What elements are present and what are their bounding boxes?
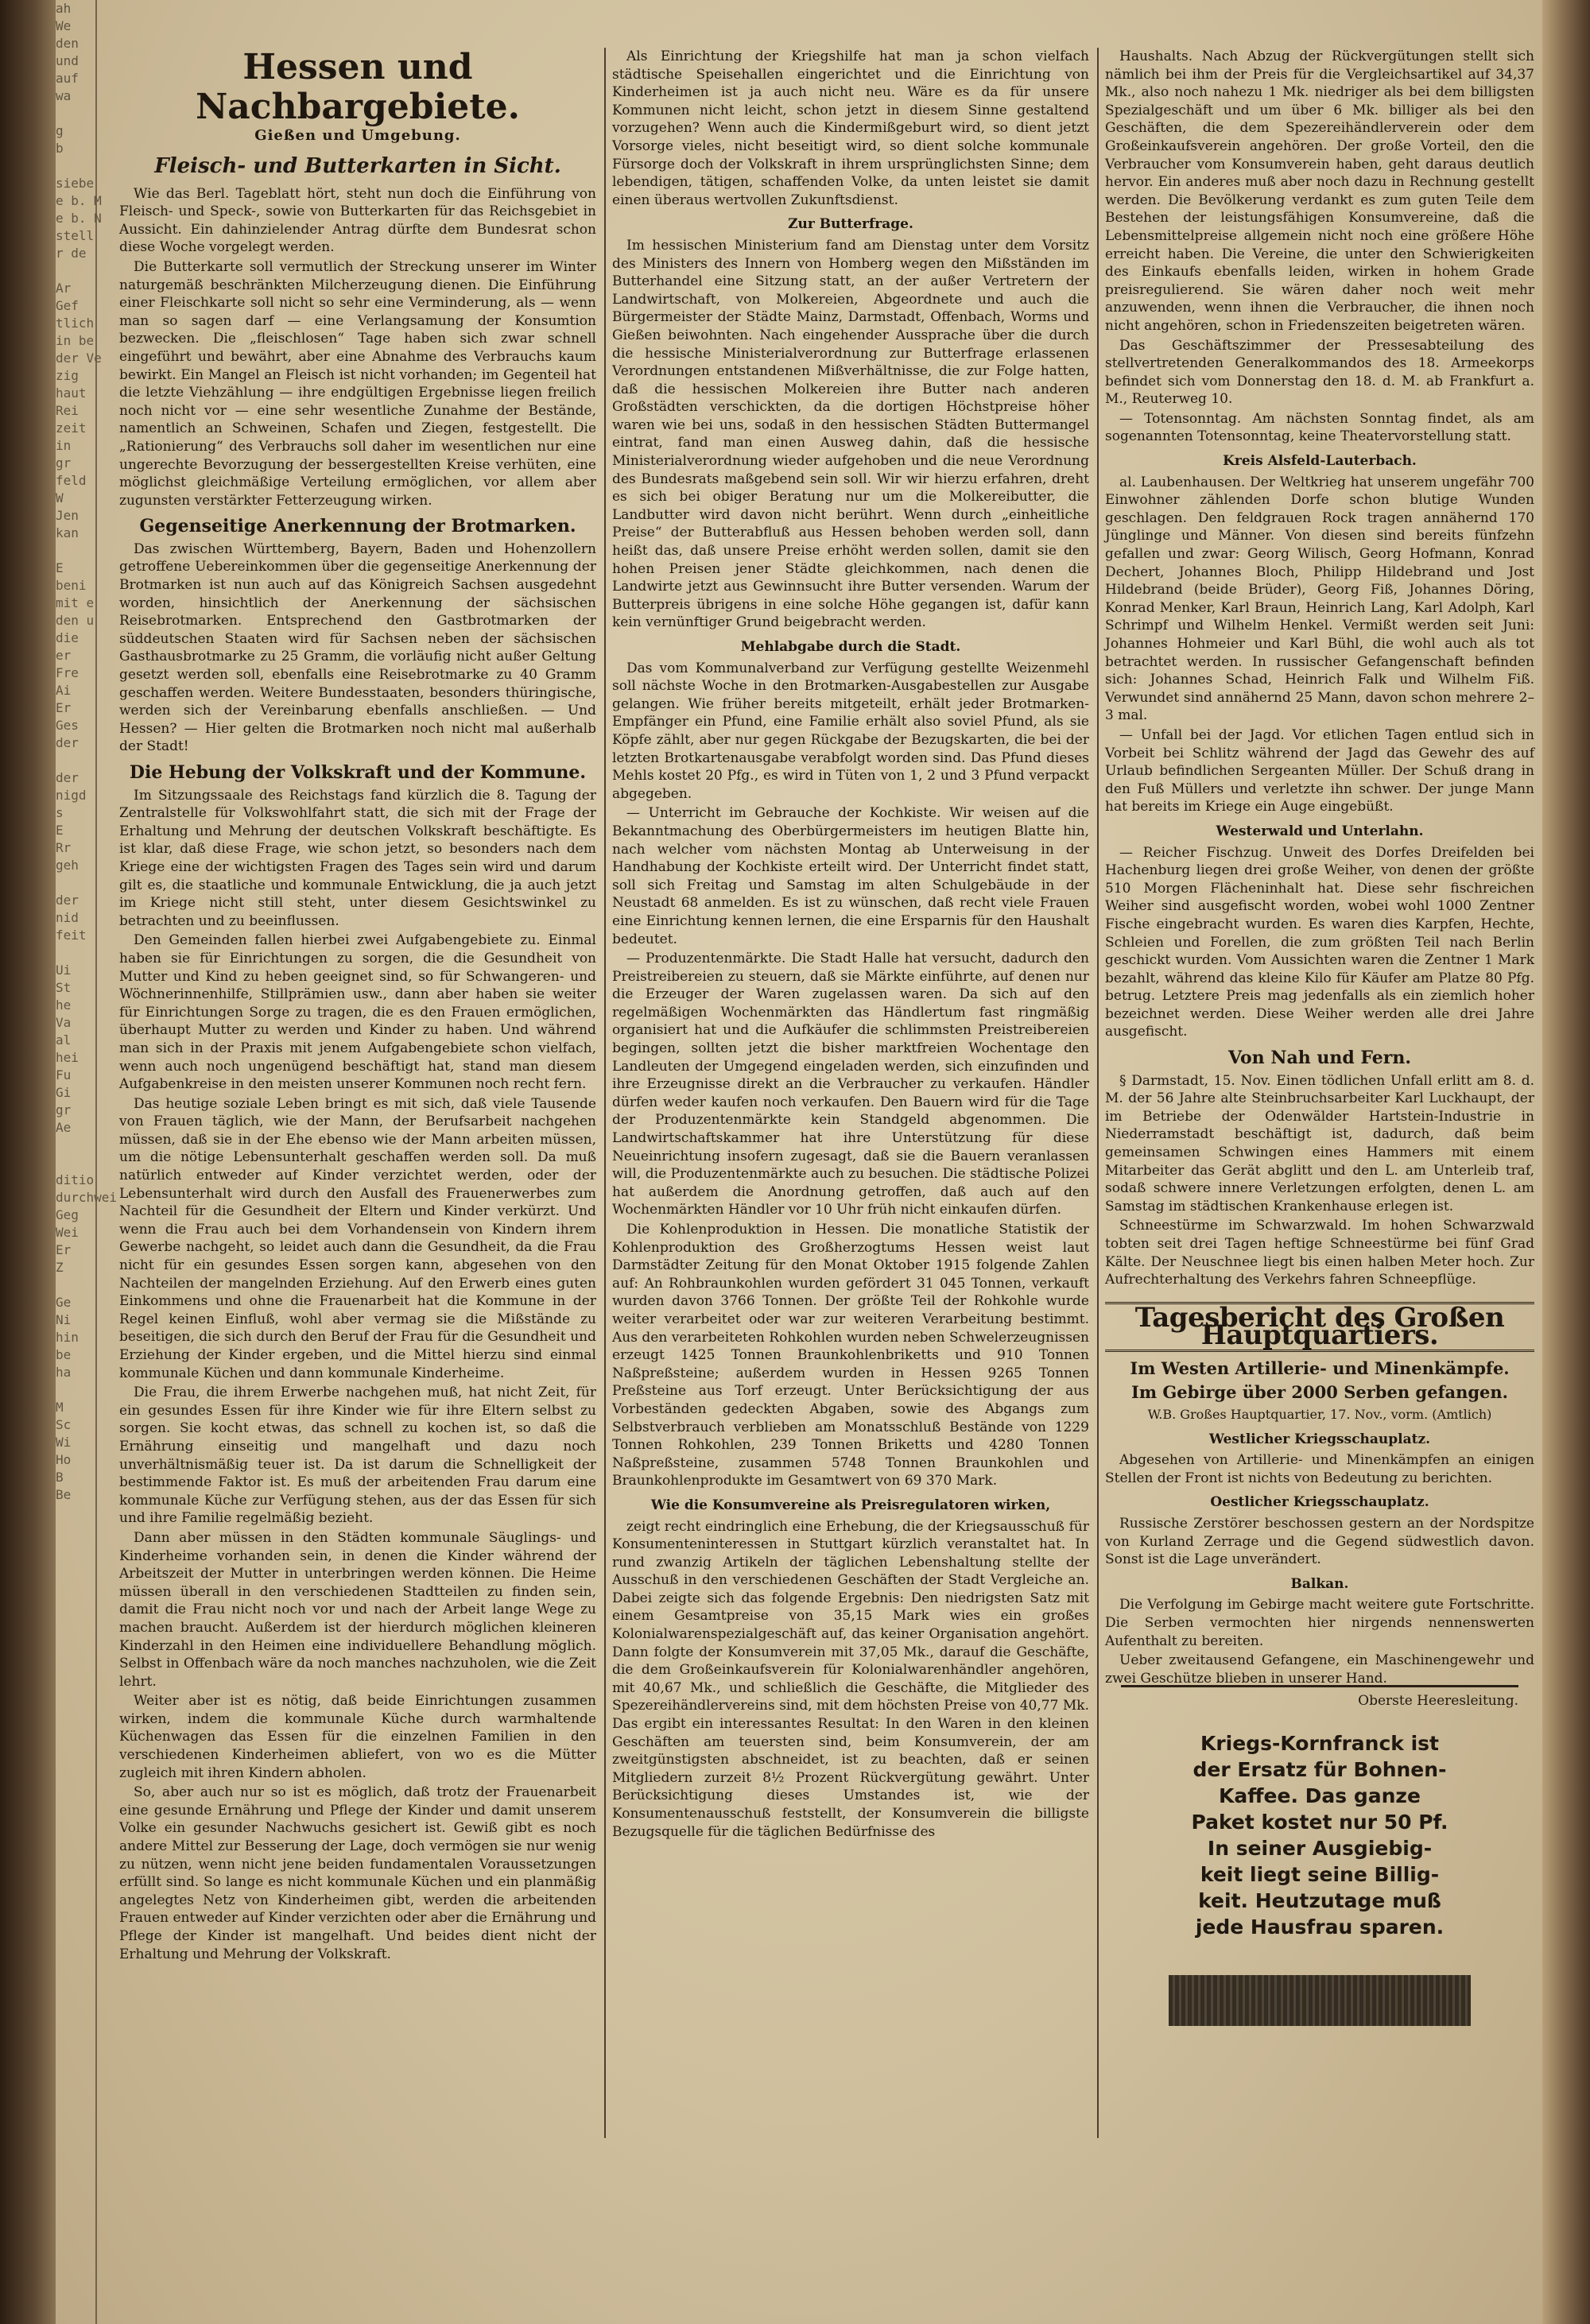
column-3	[1105, 48, 1534, 1710]
previous-page-column: ah We den und auf wa g b siebe e b. M e b. N stell r de Ar Gef tlich in be der Ve zig haut Rei zeit in gr feld W Jen kan E beni mit e den u die er Fre Ai Er Ges der der nigd s E Rr geh der nid feit Ui St he Va al hei Fu Gi gr Ae ditio durchwei Geg Wei Er Z Ge Ni hin be ha M Sc Wi Ho B Be	[56, 0, 97, 2324]
section-masthead: Hessen und Nachbargebiete.	[196, 47, 520, 127]
ad-line: keit. Heutzutage muß	[1198, 1889, 1441, 1912]
article-paragraph: Russische Zerstörer beschossen gestern an der Nordspitze von Kurland Zerrage und die Gegend südwestlich davon. Sonst ist die Lage unverändert.	[1105, 1515, 1534, 1568]
article-paragraph: Im hessischen Ministerium fand am Dienstag unter dem Vorsitz des Ministers des Innern von Homberg wegen den Mißständen im Butterhandel eine Sitzung statt, an der außer Vertretern der Landwirtschaft, von Molkereien, Abgeordnete und auch die Bürgermeister der Städte Mainz, Darmstadt, Offenbach, Worms und Gießen beiwohnten. Nach eingehender Aussprache über die durch die hessische Ministerialverordnung zur Butterfrage erlassenen Verordnungen entstandenen Mißverhältnisse, die zur Folge hatten, daß die hessischen Molkereien ihre Butter nach anderen Großstädten verschickten, da die dortigen Höchstpreise höher waren wie bei uns, sodaß in den hessischen Städten Buttermangel eintrat, fand man einen Ausweg dahin, daß die hessische Ministerialverordnung wieder aufgehoben und die neue Verordnung des Bundesrats maßgebend sein soll. Wir wir hierzu erfahren, dreht es sich bei obiger Beratung nur um die Molkereibutter, die Landbutter wird davon nicht berührt. Wenn durch „einheitliche Preise“ der Butterabfluß aus Hessen behoben werden soll, dann heißt das, daß unsere Preise erhöht werden sollen, damit sie den hohen Preisen jener Städte gleichkommen, nach denen die Landwirte jetzt aus Gewinnsucht ihre Butter versenden. Warum der Butterpreis übrigens in eine solche Höhe gegangen ist, dafür kann kein vernünftiger Grund beigebracht werden.	[612, 237, 1089, 631]
article-paragraph: — Unterricht im Gebrauche der Kochkiste. Wir weisen auf die Bekanntmachung des Oberbürgermeisters im heutigen Blatte hin, nach welcher vom nächsten Montag ab Unterweisung in der Handhabung der Kochkiste erteilt wird. Der Unterricht findet statt, soll sich Freitag und Samstag im alten Schulgebäude in der Neustadt 68 anmelden. Es ist zu wünschen, daß recht viele Frauen eine Einrichtung kennen lernen, die eine Ersparnis für den Haushalt bedeutet.	[612, 805, 1089, 947]
headline-brotmarken: Gegenseitige Anerkennung der Brotmarken.	[139, 516, 576, 537]
column-rule	[1097, 48, 1099, 2138]
headline-mehlabgabe: Mehlabgabe durch die Stadt.	[740, 639, 961, 655]
headline-westlicher-kriegsschauplatz: Westlicher Kriegsschauplatz.	[1208, 1431, 1431, 1447]
ad-line: der Ersatz für Bohnen-	[1192, 1758, 1447, 1781]
section-subhead: Gießen und Umgebung.	[254, 127, 461, 144]
ad-line: In seiner Ausgiebig-	[1207, 1837, 1433, 1860]
newspaper-page[interactable]	[56, 0, 1542, 2324]
ad-line: keit liegt seine Billig-	[1200, 1863, 1440, 1886]
article-paragraph: Ueber zweitausend Gefangene, ein Maschinengewehr und zwei Geschütze blieben in unserer Hand.	[1105, 1652, 1534, 1687]
ad-blurred-logo-image	[1169, 1975, 1471, 2026]
binding-shadow-left	[0, 0, 56, 2324]
article-paragraph: Das zwischen Württemberg, Bayern, Baden und Hohenzollern getroffene Uebereinkommen über die gegenseitige Anerkennung der Brotmarken ist nun auch auf das Königreich Sachsen ausgedehnt worden, hinsichtlich der Anerkennung der sächsischen Reisebrotmarken. Entsprechend den Gastbrotmarken der süddeutschen Staaten wird für Sachsen neben der sächsischen Gasthausbrotmarke zu 25 Gramm, die vorläufig nicht außer Geltung gesetzt werden soll, ebenfalls eine Reisebrotmarke zu 40 Gramm geschaffen werden. Weitere Bundesstaaten, besonders thüringische, werden sich der Vereinbarung ebenfalls anschließen. — Und Hessen? — Hier gelten die Brotmarken noch nicht mal außerhalb der Stadt!	[119, 540, 596, 755]
dateline: W.B. Großes Hauptquartier, 17. Nov., vorm. (Amtlich)	[1147, 1406, 1492, 1422]
headline-kreis-alsfeld: Kreis Alsfeld-Lauterbach.	[1223, 453, 1417, 470]
headline-butterfrage: Zur Butterfrage.	[788, 216, 913, 233]
article-paragraph: Das Geschäftszimmer der Pressesabteilung des stellvertretenden Generalkommandos des 18. Armeekorps befindet sich vom Donnerstag den 18. d. M. ab Frankfurt a. M., Reuterweg 10.	[1105, 337, 1534, 408]
article-paragraph: Wie das Berl. Tageblatt hört, steht nun doch die Einführung von Fleisch- und Speck-, sowie von Butterkarten für das Reichsgebiet in Aussicht. Ein dahinzielender Antrag dürfte dem Bundesrat schon diese Woche vorgelegt werden.	[119, 185, 596, 256]
article-paragraph: Abgesehen von Artillerie- und Minenkämpfen an einigen Stellen der Front ist nichts von Bedeutung zu berichten.	[1105, 1452, 1534, 1486]
article-paragraph: Das heutige soziale Leben bringt es mit sich, daß viele Tausende von Frauen täglich, wie der Mann, der Berufsarbeit nachgehen müssen, daß sie in der Ehe ebenso wie der Mann arbeiten müssen, um die nötige Lebensunterhalt geschaffen werden soll. Da muß natürlich entweder auf Kinder verzichtet werden, oder der Lebensunterhalt wird durch den Ausfall des Frauenerwerbes zum Nachteil für die Gesundheit der Eltern und Kinder verkürzt. Und wenn die Frau auch bei dem Vorhandensein von Kindern ihrem Gewerbe nachgeht, so leidet auch dann die Gesundheit, da die Frau nicht für ein gesundes Essen sorgen kann, abgesehen von den Nachteilen der mangelnden Erziehung. Auf den Erwerb eines guten Einkommens und ohne die Frauenarbeit hat die Kommune in der Regel keinen Einfluß, wohl aber vermag sie die Mißstände zu beseitigen, die sich durch den Beruf der Frau für die Gesundheit und Erziehung der Kinder ergeben, und die Mittel hierzu sind einmal kommunale Küchen und dann kommunale Kinderheime.	[119, 1095, 596, 1381]
article-paragraph: — Reicher Fischzug. Unweit des Dorfes Dreifelden bei Hachenburg liegen drei große Weiher, von denen der größte 510 Morgen Flächeninhalt hat. Diese sehr fischreichen Weiher sind ausgefischt worden, wobei wohl 1000 Zentner Fische eingebracht wurden. Es waren dies Karpfen, Hechte, Schleien und Forellen, die zum größten Teil nach Berlin geschickt wurden. Vom Aussichten waren die Zentner 1 Mark bezahlt, während das kleine Kilo für Käufer am Platze 80 Pfg. betrug. Letztere Preis mag jedenfalls als ein ziemlich hoher bezeichnet werden. Diese Weiher werden alle drei Jahre ausgefischt.	[1105, 844, 1534, 1040]
headline-oestlicher-kriegsschauplatz: Oestlicher Kriegsschauplatz.	[1210, 1494, 1429, 1511]
advertisement-text	[1121, 1687, 1518, 1940]
subheadline-gebirge: Im Gebirge über 2000 Serben gefangen.	[1131, 1381, 1508, 1402]
article-paragraph: Den Gemeinden fallen hierbei zwei Aufgabengebiete zu. Einmal haben sie für Einrichtungen zu sorgen, die die Gesundheit von Mutter und Kind zu heben geeignet sind, so für Schwangeren- und Wöchnerinnenhilfe, Stillprämien usw., dann aber haben sie weiter für Einrichtungen Sorge zu tragen, die es den Frauen ermöglichen, überhaupt Mutter zu werden und Kinder zu haben. Und während man sich in der Praxis mit jenem Aufgabengebiete schon vielfach, wenn auch noch ungenügend beschäftigt hat, stand man diesem Aufgabenkreise in den meisten unserer Kommunen noch recht fern.	[119, 932, 596, 1093]
headline-volkskraft: Die Hebung der Volkskraft und der Kommune.	[129, 762, 587, 783]
article-paragraph: Im Sitzungssaale des Reichstags fand kürzlich die 8. Tagung der Zentralstelle für Volkswohlfahrt statt, die sich mit der Frage der Erhaltung und Mehrung der deutschen Volkskraft beschäftigte. Es ist klar, daß diese Frage, wie schon jetzt, so besonders nach dem Kriege eine der wichtigsten Fragen des Tages sein wird und darum gilt es, die staatliche und kommunale Entwicklung, die ja auch jetzt im Kriege nicht still steht, unter diesem Gesichtswinkel zu betrachten und zu beeinflussen.	[119, 787, 596, 929]
article-paragraph: Weiter aber ist es nötig, daß beide Einrichtungen zusammen wirken, indem die kommunale Küche durch warmhaltende Küchenwagen das Essen für die einzelnen Familien in den verschiedenen Kinderheimen abliefert, von wo es die Mütter zugleich mit ihren Kindern abholen.	[119, 1693, 596, 1781]
article-paragraph: Die Verfolgung im Gebirge macht weitere gute Fortschritte. Die Serben vermochten hier nirgends nennenswerten Aufenthalt zu bereiten.	[1105, 1597, 1534, 1649]
article-paragraph: So, aber auch nur so ist es möglich, daß trotz der Frauenarbeit eine gesunde Ernährung und Pflege der Kinder und damit unserem Volke ein gesunder Nachwuchs gesichert ist. Gewiß gibt es noch andere Mittel zur Besserung der Lage, doch vermögen sie nur wenig zu nützen, wenn nicht jene beiden fundamentalen Voraussetzungen erfüllt sind. So lange es nicht kommunale Küchen und ein planmäßig angelegtes Netz von Kinderheimen gibt, werden die arbeitenden Frauen entweder auf Kinder verzichten oder aber die Ernährung und Pflege der Kinder ist mangelhaft. Und beides dient nicht der Erhaltung und Mehrung der Volkskraft.	[119, 1784, 596, 1962]
headline-fleischkarten: Fleisch- und Butterkarten in Sicht.	[154, 153, 561, 178]
ad-line: jede Hausfrau sparen.	[1195, 1915, 1445, 1939]
article-paragraph: § Darmstadt, 15. Nov. Einen tödlichen Unfall erlitt am 8. d. M. der 56 Jahre alte Steinbruchsarbeiter Karl Luckhaupt, der im Betriebe der Odenwälder Hartstein-Industrie in Niederramstadt beschäftigt ist, dadurch, daß beim gemeinsamen Schwingen eines Hammers mit einem Mitarbeiter das Gerät abglitt und den L. am Unterleib traf, sodaß schwere innere Verletzungen erfolgten, denen L. am Samstag im städtischen Krankenhause erlegen ist.	[1105, 1072, 1534, 1214]
article-paragraph: Die Frau, die ihrem Erwerbe nachgehen muß, hat nicht Zeit, für ein gesundes Essen für ihre Kinder wie für ihre Eltern selbst zu sorgen. Sie kocht etwas, das schnell zu kochen ist, so daß die Ernährung einseitig und mangelhaft und dazu noch unverhältnismäßig teuer ist. Da ist darum die Schnelligkeit der bestimmende Faktor ist. Es muß der arbeitenden Frau darum eine kommunale Küche zur Verfügung stehen, aus der das Essen für sich und ihre Familie regelmäßig bezieht.	[119, 1385, 596, 1527]
headline-konsumvereine: Wie die Konsumvereine als Preisregulatoren wirken,	[650, 1497, 1051, 1513]
headline-nah-und-fern: Von Nah und Fern.	[1227, 1048, 1412, 1069]
article-paragraph: Als Einrichtung der Kriegshilfe hat man ja schon vielfach städtische Speisehallen eingerichtet und die Einrichtung von Kinderheimen ist ja auch nicht neu. Wäre es da für unsere Kommunen nicht leicht, schon jetzt in diesem Sinne gestaltend vorzugehen? Wenn auch die Kindermißgeburt wird, so dient jetzt Vorsorge vieles, nicht beseitigt wird, so dient solche kommunale Fürsorge doch der Volkskraft in ihrem ursprünglichsten Sinne; dem lebendigen, tätigen, schaffenden Volke, da unten leistet sie damit einen überaus wertvollen Zukunftsdienst.	[612, 48, 1089, 208]
subheadline-westen: Im Westen Artillerie- und Minenkämpfe.	[1130, 1358, 1510, 1378]
article-paragraph: Die Kohlenproduktion in Hessen. Die monatliche Statistik der Kohlenproduktion des Großherzogtums Hessen weist laut Darmstädter Zeitung für den Monat Oktober 1915 folgende Zahlen auf: An Rohbraunkohlen wurden gefördert 31 045 Tonnen, verkauft wurden davon 3766 Tonnen. Der größte Teil der Rohkohle wurde weiter verarbeitet oder war zur weiteren Verarbeitung bestimmt. Aus den verarbeiteten Rohkohlen wurden neben Schwelerzeugnissen erzeugt 1425 Tonnen Braunkohlenbriketts und 910 Tonnen Naßpreßsteine; außerdem wurden in Hessen 9265 Tonnen Preßsteine aus Torf erzeugt. Unter Berücksichtigung der aus Vorbeständen gedeckten Abgaben, sowie des Abgangs zum Selbstverbrauch verblieben am Monatsschluß Bestände von 1229 Tonnen Rohkohlen, 239 Tonnen Briketts und 4280 Tonnen Naßpreßsteine, zusammen 5748 Tonnen Braunkohlen und Braunkohlenprodukte im Gesamtwert von 69 370 Mark.	[612, 1222, 1089, 1489]
article-paragraph: Schneestürme im Schwarzwald. Im hohen Schwarzwald tobten seit drei Tagen heftige Schneestürme bei fünf Grad Kälte. Der Neuschnee liegt bis einen halben Meter hoch. Zur Aufrechterhaltung des Verkehrs fahren Schneepflüge.	[1105, 1218, 1534, 1288]
binding-edge-right	[1542, 0, 1590, 2324]
headline-balkan: Balkan.	[1290, 1575, 1349, 1592]
article-paragraph: — Produzentenmärkte. Die Stadt Halle hat versucht, dadurch den Preistreibereien zu steuern, daß sie Märkte einführte, auf denen nur die Erzeuger der Waren zugelassen waren. Da sich auf den regelmäßigen Wochenmärkten das Händlertum fast ringmäßig organisiert hat und die Aufkäufer die schlimmsten Preistreibereien begingen, sollten jetzt die bisher marktfreien Wochentage den Landleuten der Umgegend eingeladen werden, sich einzufinden und ihre Erzeugnisse direkt an die Verbraucher zu verkaufen. Händler dürfen weder kaufen noch verkaufen. Den Bauern wird für die Tage der Produzentenmärkte kein Standgeld abgenommen. Die Landwirtschaftskammer hat ihre Unterstützung für diese Neueinrichtung insofern zugesagt, daß sie die Bauern veranlassen will, die Produzentenmärkte auch zu besuchen. Die städtische Polizei hat außerdem die Anordnung getroffen, daß auch auf den Wochenmärkten Händler vor 10 Uhr früh nicht einkaufen dürfen.	[612, 951, 1089, 1218]
advertisement-kornfranck	[1121, 1685, 1518, 2069]
column-rule	[604, 48, 606, 2138]
ad-line: Kaffee. Das ganze	[1219, 1784, 1421, 1807]
headline-tagesbericht: Tagesbericht des Großen Hauptquartiers.	[1105, 1302, 1534, 1352]
ad-line: Paket kostet nur 50 Pf.	[1191, 1811, 1448, 1834]
ad-line: Kriegs-Kornfranck ist	[1200, 1732, 1440, 1755]
article-paragraph: — Unfall bei der Jagd. Vor etlichen Tagen entlud sich in Vorbeit bei Schlitz während der Jagd das Gewehr des auf Urlaub befindlichen Sergeanten Müller. Der Schuß drang in den Fuß Müllers und verletzte ihn schwer. Der junge Mann hat bereits im Kriege ein Auge eingebüßt.	[1105, 726, 1534, 815]
article-paragraph: zeigt recht eindringlich eine Erhebung, die der Kriegsausschuß für Konsumenteninteressen in Stuttgart kürzlich veranstaltet hat. In rund zwanzig Artikeln der täglichen Lebenshaltung stellte der Ausschuß in den verschiedenen Geschäften der Stadt Vergleiche an. Dabei zeigte sich das folgende Ergebnis: Den niedrigsten Satz mit einem Gesamtpreise von 35,15 Mark wies ein großes Kolonialwarenspezialgeschäft auf, das keiner Organisation angehört. Dann folgte der Konsumverein mit 37,05 Mk., darauf die Geschäfte, die dem Großeinkaufsverein für Kolonialwarenhändler angehören, mit 40,67 Mk., und schließlich die Geschäfte, die Mitglieder des Spezereihändlervereins sind, mit dem höchsten Preise von 40,77 Mk. Das ergibt ein interessantes Resultat: In den Waren in den kleinen Geschäften am teuersten sind, beim Konsumverein, der am zweitgünstigsten abschneidet, ist zu beachten, daß er seinen Mitgliedern zurzeit 8½ Prozent Rückvergütung gewährt. Unter Berücksichtigung dieses Umstandes ist, wie der Konsumentenausschuß feststellt, der Konsumverein die billigste Bezugsquelle für die täglichen Bedürfnisse des	[612, 1518, 1089, 1840]
column-1	[119, 48, 596, 2138]
article-paragraph: Dann aber müssen in den Städten kommunale Säuglings- und Kinderheime vorhanden sein, in denen die Kinder während der Arbeitszeit der Mutter in unterbringen werden können. Die Heime müssen überall in den verschiedenen Stadtteilen zu finden sein, damit die Frau nicht noch vor und nach der Arbeit lange Wege zu machen braucht. Außerdem ist der hierdurch möglichen kleineren Kinderzahl in den Heimen eine individuellere Behandlung möglich. Selbst in Offenbach wäre da noch manches nachzuholen, wie die Zeit lehrt.	[119, 1529, 596, 1690]
headline-westerwald: Westerwald und Unterlahn.	[1216, 823, 1424, 839]
article-paragraph: Haushalts. Nach Abzug der Rückvergütungen stellt sich nämlich bei ihm der Preis für die Vergleichsartikel auf 34,37 Mk., also noch nahezu 1 Mk. niedriger als bei dem billigsten Spezialgeschäft und um über 6 Mk. billiger als bei den Geschäften, die dem Spezereihändlerverein oder dem Großeinkaufsverein angehören. Der große Vorteil, den die Verbraucher vom Konsumverein haben, geht daraus deutlich hervor. Ein anderes muß aber noch dazu in Rechnung gestellt werden. Die Bevölkerung verdankt es zum guten Teile dem Bestehen der leistungsfähigen Konsumvereine, daß die Lebensmittelpreise allgemein nicht noch eine größere Höhe erreicht haben. Die Vereine, die unter den Schwierigkeiten des Einkaufs ebenfalls leiden, wirken in hohem Grade preisregulierend. Sie wären daher noch weit mehr anzuwenden, wenn ihnen die Verbraucher, die ihnen noch nicht angehören, schon in Friedenszeiten beigetreten wären.	[1105, 48, 1534, 334]
article-paragraph: Das vom Kommunalverband zur Verfügung gestellte Weizenmehl soll nächste Woche in den Brotmarken-Ausgabestellen zur Ausgabe gelangen. Wie früher bereits mitgeteilt, erhält jeder Brotmarken-Empfänger ein Pfund, eine Familie erhält also soviel Pfund, als sie Köpfe zählt, aber nur gegen Rückgabe der Bezugskarten, die bei der letzten Brotkartenausgabe verabfolgt worden sind. Das Pfund dieses Mehls kostet 20 Pfg., es wird in Tüten von 1, 2 und 3 Pfund verpackt abgegeben.	[612, 660, 1089, 802]
column-2	[612, 48, 1089, 2138]
article-paragraph: al. Laubenhausen. Der Weltkrieg hat unserem ungefähr 700 Einwohner zählenden Dorfe schon blutige Wunden geschlagen. Den feldgrauen Rock tragen annähernd 170 Jünglinge und Männer. Von diesen sind bereits fünfzehn gefallen und zwar: Georg Wilisch, Georg Hofmann, Konrad Dechert, Johannes Bloch, Philipp Hildebrand und Jost Hildebrand (beide Brüder), Georg Fiß, Johannes Döring, Konrad Menker, Karl Braun, Heinrich Lang, Karl Adolph, Karl Schrimpf und Wilhelm Henkel. Vermißt werden seit Juni: Johannes Hohmeier und Karl Bühl, die wohl auch als tot betrachtet werden. In russischer Gefangenschaft befinden sich: Johannes Schad, Heinrich Falk und Wilhelm Fiß. Verwundet sind annähernd 25 Mann, davon schon mehrere 2–3 mal.	[1105, 474, 1534, 724]
signature-heeresleitung: Oberste Heeresleitung.	[1358, 1693, 1518, 1710]
article-paragraph: Die Butterkarte soll vermutlich der Streckung unserer im Winter naturgemäß beschränkten Milcherzeugung dienen. Die Einführung einer Fleischkarte soll nicht so sehr eine Verminderung, als — wenn man so sagen darf — eine Verlangsamung der Konsumtion bezwecken. Die „fleischlosen“ Tage haben sich zwar schnell eingeführt und bewährt, aber eine Abnahme des Verbrauchs kaum bewirkt. Ein Mangel an Fleisch ist nicht vorhanden; im Gegenteil hat die letzte Viehzählung — ihre endgültigen Ergebnisse liegen freilich noch nicht vor — eine sehr wesentliche Zunahme der Bestände, namentlich an Schweinen, Schafen und Ziegen, festgestellt. Die „Rationierung“ des Verbrauchs soll daher im wesentlichen nur eine ungerechte Bevorzugung der bessergestellten Kreise verhüten, eine möglichst gleichmäßige Verteilung ermöglichen, vor allem aber zugunsten verstärkter Fetterzeugung wirken.	[119, 258, 596, 509]
article-paragraph: — Totensonntag. Am nächsten Sonntag findet, als am sogenannten Totensonntag, keine Theatervorstellung statt.	[1105, 410, 1534, 445]
